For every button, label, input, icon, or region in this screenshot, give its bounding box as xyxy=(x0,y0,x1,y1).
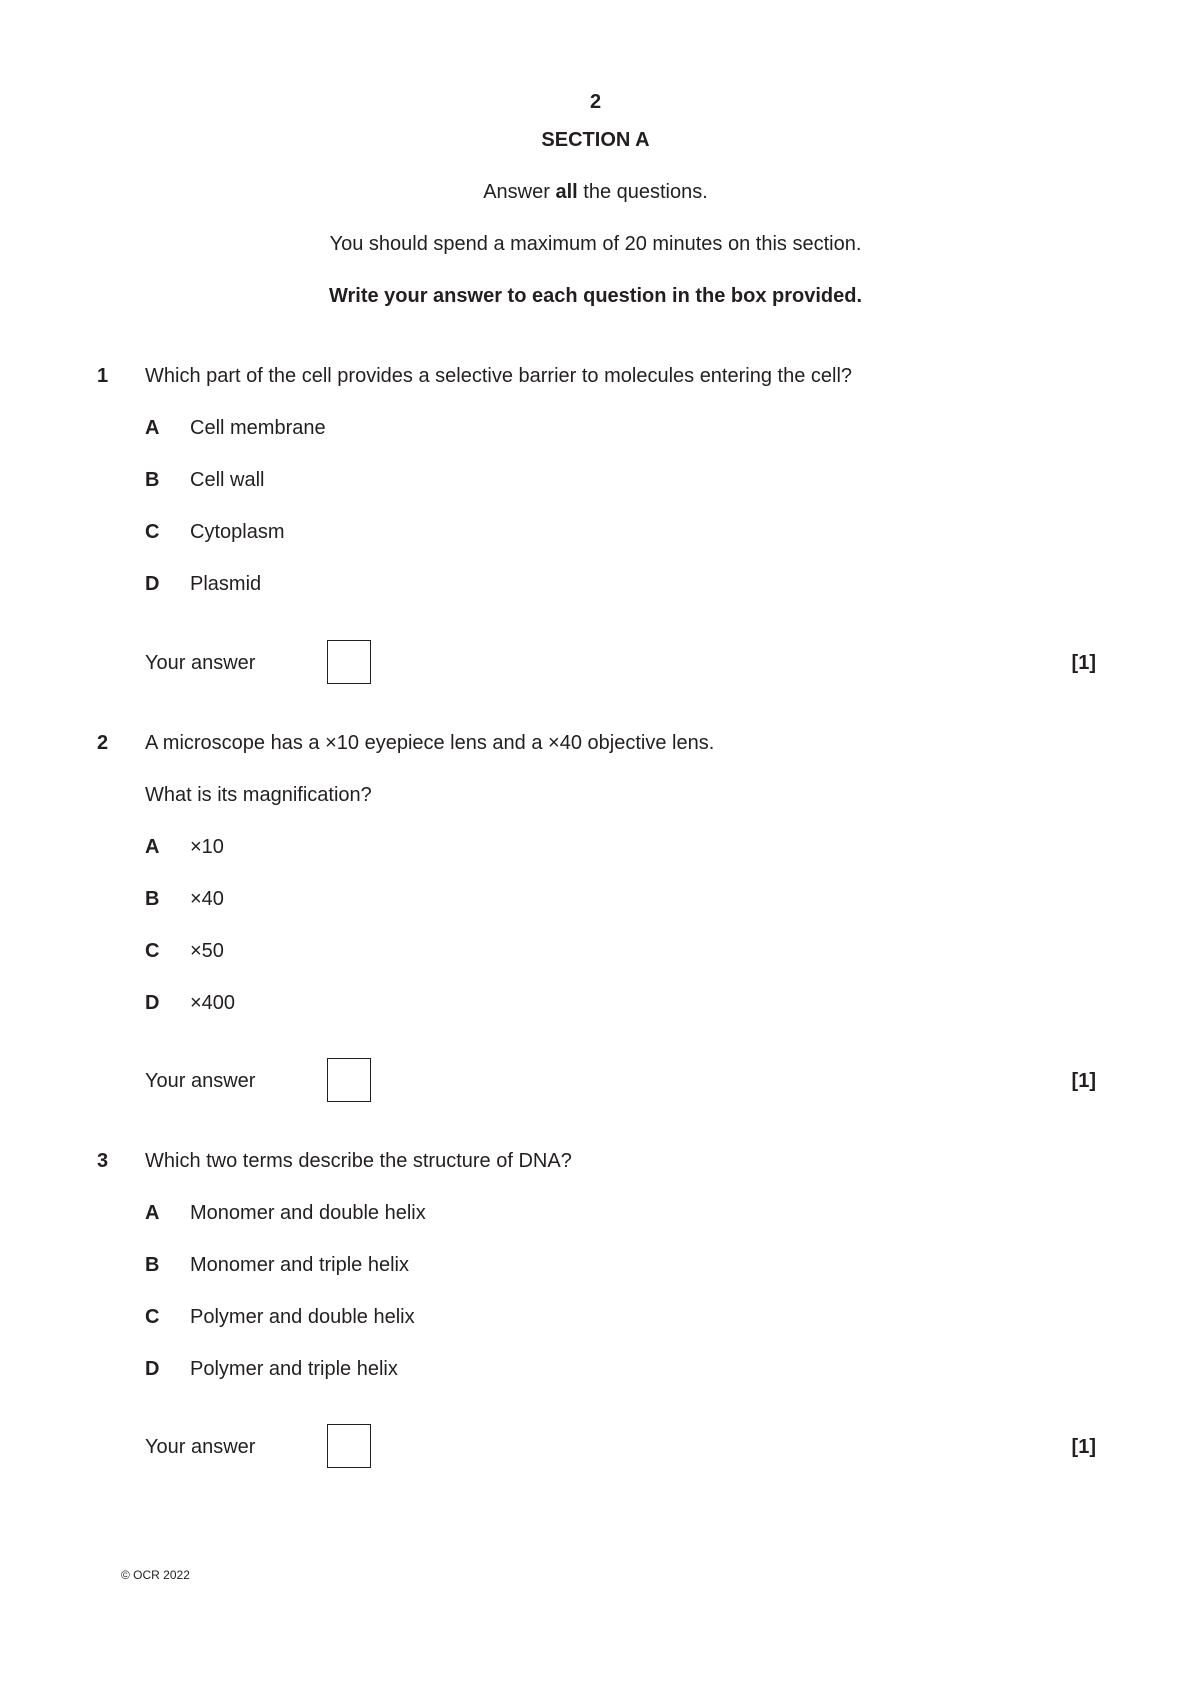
answer-box[interactable] xyxy=(327,640,371,684)
instruction-answer-all-pre: Answer xyxy=(483,181,556,203)
page-number: 2 xyxy=(589,91,602,113)
option-text: Monomer and double helix xyxy=(190,1202,426,1224)
question-text: Which part of the cell provides a selective barrier to molecules entering the cell? xyxy=(145,365,853,387)
option-letter: B xyxy=(145,888,160,910)
option-letter: A xyxy=(145,1202,160,1224)
option-text: ×40 xyxy=(190,888,224,910)
option-text: Polymer and triple helix xyxy=(190,1358,398,1380)
option-text: Monomer and triple helix xyxy=(190,1254,409,1276)
option-text: ×400 xyxy=(190,992,236,1014)
option-text: Cell membrane xyxy=(190,417,326,439)
option-letter: A xyxy=(145,836,160,858)
option-text: Plasmid xyxy=(190,573,262,595)
answer-label: Your answer xyxy=(145,652,256,674)
question-subtext: What is its magnification? xyxy=(145,784,372,806)
option-text: ×50 xyxy=(190,940,224,962)
option-letter: C xyxy=(145,940,160,962)
marks: [1] xyxy=(1071,1070,1096,1092)
answer-label: Your answer xyxy=(145,1070,256,1092)
question-text: Which two terms describe the structure of DNA? xyxy=(145,1150,572,1172)
question-number: 3 xyxy=(97,1150,109,1172)
option-text: Polymer and double helix xyxy=(190,1306,415,1328)
option-text: ×10 xyxy=(190,836,224,858)
option-letter: B xyxy=(145,1254,160,1276)
option-text: Cytoplasm xyxy=(190,521,285,543)
answer-label: Your answer xyxy=(145,1436,256,1458)
instruction-answer-all-post: the questions. xyxy=(577,181,708,203)
question-number: 1 xyxy=(97,365,109,387)
option-letter: D xyxy=(145,992,160,1014)
question-text: A microscope has a ×10 eyepiece lens and a ×40 objective lens. xyxy=(145,732,715,754)
instruction-box: Write your answer to each question in the box provided. xyxy=(328,285,863,307)
instruction-time: You should spend a maximum of 20 minutes on this section. xyxy=(329,233,862,255)
option-letter: A xyxy=(145,417,160,439)
answer-box[interactable] xyxy=(327,1424,371,1468)
instruction-answer-all xyxy=(0,180,1191,204)
instruction-answer-all-bold: all xyxy=(555,181,578,203)
option-letter: C xyxy=(145,1306,160,1328)
copyright: © OCR 2022 xyxy=(121,1568,190,1582)
option-letter: D xyxy=(145,573,160,595)
answer-box[interactable] xyxy=(327,1058,371,1102)
marks: [1] xyxy=(1071,652,1096,674)
option-letter: C xyxy=(145,521,160,543)
option-letter: B xyxy=(145,469,160,491)
marks: [1] xyxy=(1071,1436,1096,1458)
option-letter: D xyxy=(145,1358,160,1380)
section-title: SECTION A xyxy=(541,129,650,151)
question-number: 2 xyxy=(97,732,109,754)
option-text: Cell wall xyxy=(190,469,265,491)
